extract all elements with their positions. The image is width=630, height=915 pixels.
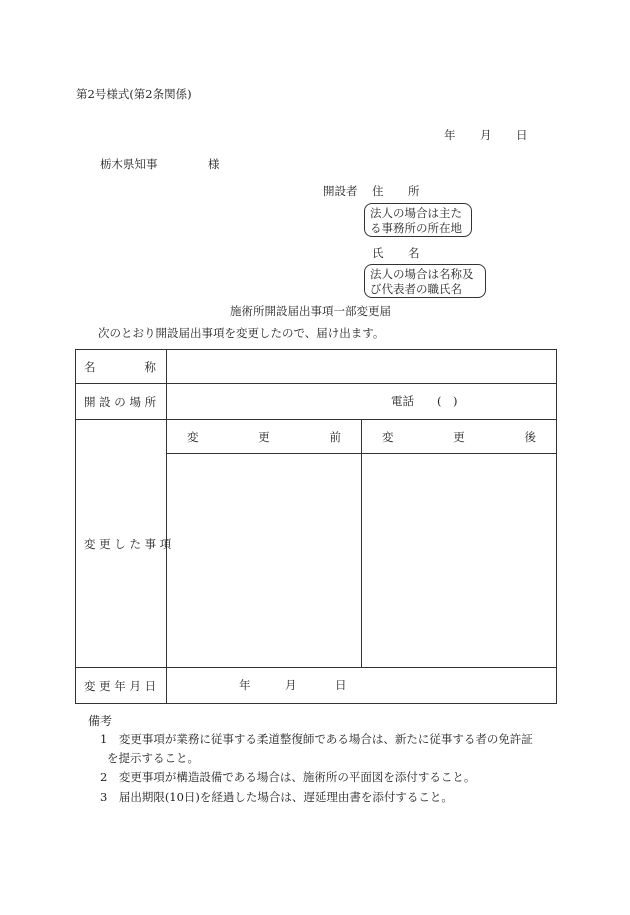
- after-value-cell[interactable]: [362, 454, 557, 668]
- phone-parens: ( ): [437, 394, 458, 408]
- changed-items-label: 変 更 し た 事 項: [76, 420, 167, 668]
- intro-text: 次のとおり開設届出事項を変更したので、届け出ます。: [98, 326, 385, 340]
- note-item2: 2 変更事項が構造設備である場合は、施術所の平面図を添付すること。: [100, 770, 476, 784]
- name-label-cell: [76, 350, 167, 384]
- name-label-2: 名: [408, 246, 420, 260]
- address-note-line1: 法人の場合は主た: [370, 206, 462, 220]
- name-label-char1: 名: [84, 359, 96, 374]
- name-note-line2: び代表者の職氏名: [370, 282, 462, 296]
- before-char1: 変: [187, 429, 199, 444]
- addressee-suffix: 様: [208, 157, 220, 171]
- change-date-label: 変 更 年 月 日: [76, 668, 167, 704]
- phone-label: 電話: [391, 394, 414, 408]
- change-month-label: 月: [285, 678, 297, 692]
- note-item1-line1: 1 変更事項が業務に従事する柔道整復師である場合は、新たに従事する者の免許証: [100, 732, 533, 746]
- before-char3: 前: [329, 429, 341, 444]
- after-char2: 更: [453, 429, 465, 444]
- change-date-value-cell[interactable]: [167, 668, 557, 704]
- before-char2: 更: [258, 429, 270, 444]
- location-row: [76, 384, 557, 420]
- name-value-cell[interactable]: [167, 350, 557, 384]
- address-label-1: 住: [372, 184, 384, 198]
- change-day-label: 日: [335, 678, 347, 692]
- address-note-line2: る事務所の所在地: [370, 221, 462, 235]
- changed-items-header-row: [76, 420, 557, 454]
- addressee: 栃木県知事: [100, 157, 158, 171]
- notes-heading: 備考: [88, 714, 113, 728]
- before-header: [167, 420, 362, 454]
- document-title: 施術所開設届出事項一部変更届: [230, 304, 391, 318]
- change-date-row: [76, 668, 557, 704]
- note-item1-line2: を提示すること。: [107, 751, 199, 765]
- location-label: 開 設 の 場 所: [76, 384, 167, 420]
- change-form-table: [75, 349, 557, 704]
- before-value-cell[interactable]: [167, 454, 362, 668]
- change-year-label: 年: [239, 678, 251, 692]
- name-note-line1: 法人の場合は名称及: [370, 267, 474, 281]
- date-month-label: 月: [480, 128, 492, 142]
- applicant-role: 開設者: [323, 184, 358, 198]
- name-label-char2: 称: [144, 359, 156, 374]
- location-value-cell[interactable]: [167, 384, 557, 420]
- after-char1: 変: [382, 429, 394, 444]
- form-number: 第2号様式(第2条関係): [76, 87, 192, 101]
- date-year-label: 年: [444, 128, 456, 142]
- after-header: [362, 420, 557, 454]
- after-char3: 後: [524, 429, 536, 444]
- name-row: [76, 350, 557, 384]
- note-item3: 3 届出期限(10日)を経過した場合は、遅延理由書を添付すること。: [100, 790, 453, 804]
- name-label-1: 氏: [372, 246, 384, 260]
- date-day-label: 日: [516, 128, 528, 142]
- address-label-2: 所: [408, 184, 420, 198]
